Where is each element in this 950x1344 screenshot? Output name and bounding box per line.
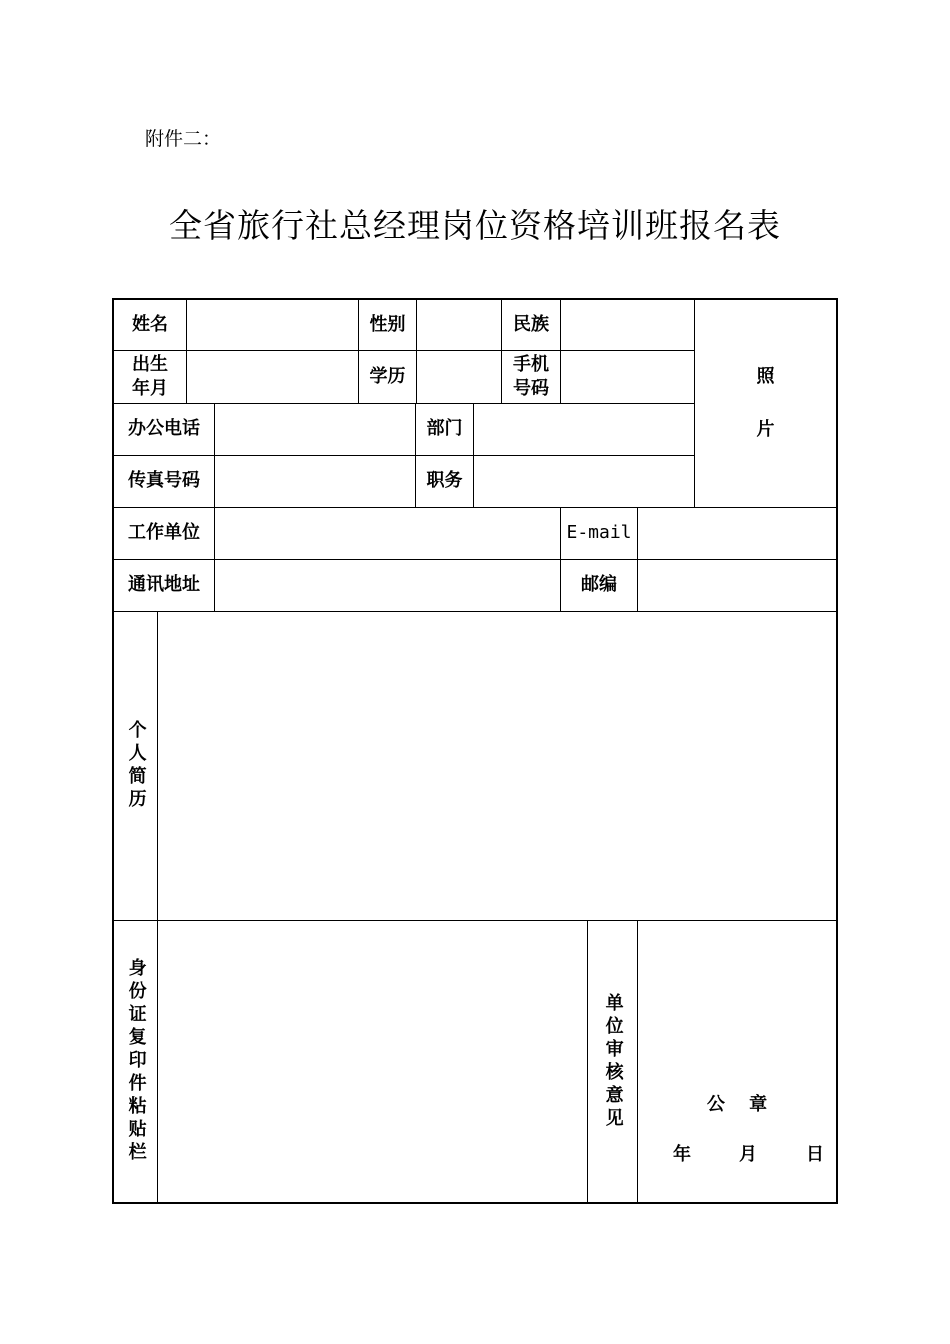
seal-label: 公 章 (706, 1093, 768, 1115)
attachment-label: 附件二： (145, 128, 222, 150)
position-label: 职务 (426, 470, 463, 492)
postcode-label: 邮编 (581, 574, 617, 596)
email-field[interactable] (638, 508, 836, 559)
name-field[interactable] (187, 300, 358, 350)
mobile-label (502, 351, 560, 403)
address-field[interactable] (215, 560, 560, 611)
address-label: 通讯地址 (128, 574, 200, 596)
date-day-label: 日 (806, 1143, 824, 1165)
mobile-field[interactable] (561, 351, 694, 403)
ethnicity-field[interactable] (561, 300, 694, 350)
resume-label: 个人简历 (125, 720, 147, 812)
id-copy-label: 身份证复印件粘贴栏 (125, 958, 147, 1165)
gender-field[interactable] (417, 300, 501, 350)
date-month-label: 月 (739, 1143, 757, 1165)
mobile-label-line1: 手机 (513, 353, 549, 375)
birth-label-line2: 年月 (132, 378, 168, 399)
education-label: 学历 (369, 365, 406, 387)
office-phone-field[interactable] (215, 404, 415, 455)
employer-label: 工作单位 (128, 522, 200, 544)
id-copy-paste-area[interactable] (158, 921, 587, 1202)
ethnicity-label: 民族 (513, 313, 549, 335)
department-field[interactable] (474, 404, 694, 455)
birth-field[interactable] (187, 351, 358, 403)
resume-field[interactable] (158, 612, 836, 920)
birth-label-line1: 出生 (132, 353, 168, 375)
photo-box[interactable] (695, 300, 836, 507)
review-label: 单位审核意见 (602, 992, 624, 1131)
mobile-label-line2: 号码 (513, 378, 549, 399)
registration-form (112, 298, 838, 1204)
position-field[interactable] (474, 456, 694, 507)
department-label: 部门 (426, 418, 463, 440)
fax-label: 传真号码 (128, 470, 200, 492)
resume-label-cell (114, 612, 157, 920)
photo-label-line1: 照 (756, 366, 775, 388)
employer-field[interactable] (215, 508, 560, 559)
date-year-label: 年 (673, 1143, 691, 1165)
education-field[interactable] (417, 351, 501, 403)
id-copy-label-cell (114, 921, 157, 1202)
birth-label (114, 351, 186, 403)
fax-field[interactable] (215, 456, 415, 507)
gender-label: 性别 (369, 313, 406, 335)
postcode-field[interactable] (638, 560, 836, 611)
photo-label-line2: 片 (756, 418, 775, 440)
name-label: 姓名 (132, 313, 168, 335)
email-label: E-mail (566, 522, 632, 544)
office-phone-label: 办公电话 (128, 418, 200, 440)
review-label-cell (588, 921, 637, 1202)
form-title: 全省旅行社总经理岗位资格培训班报名表 (169, 206, 781, 245)
